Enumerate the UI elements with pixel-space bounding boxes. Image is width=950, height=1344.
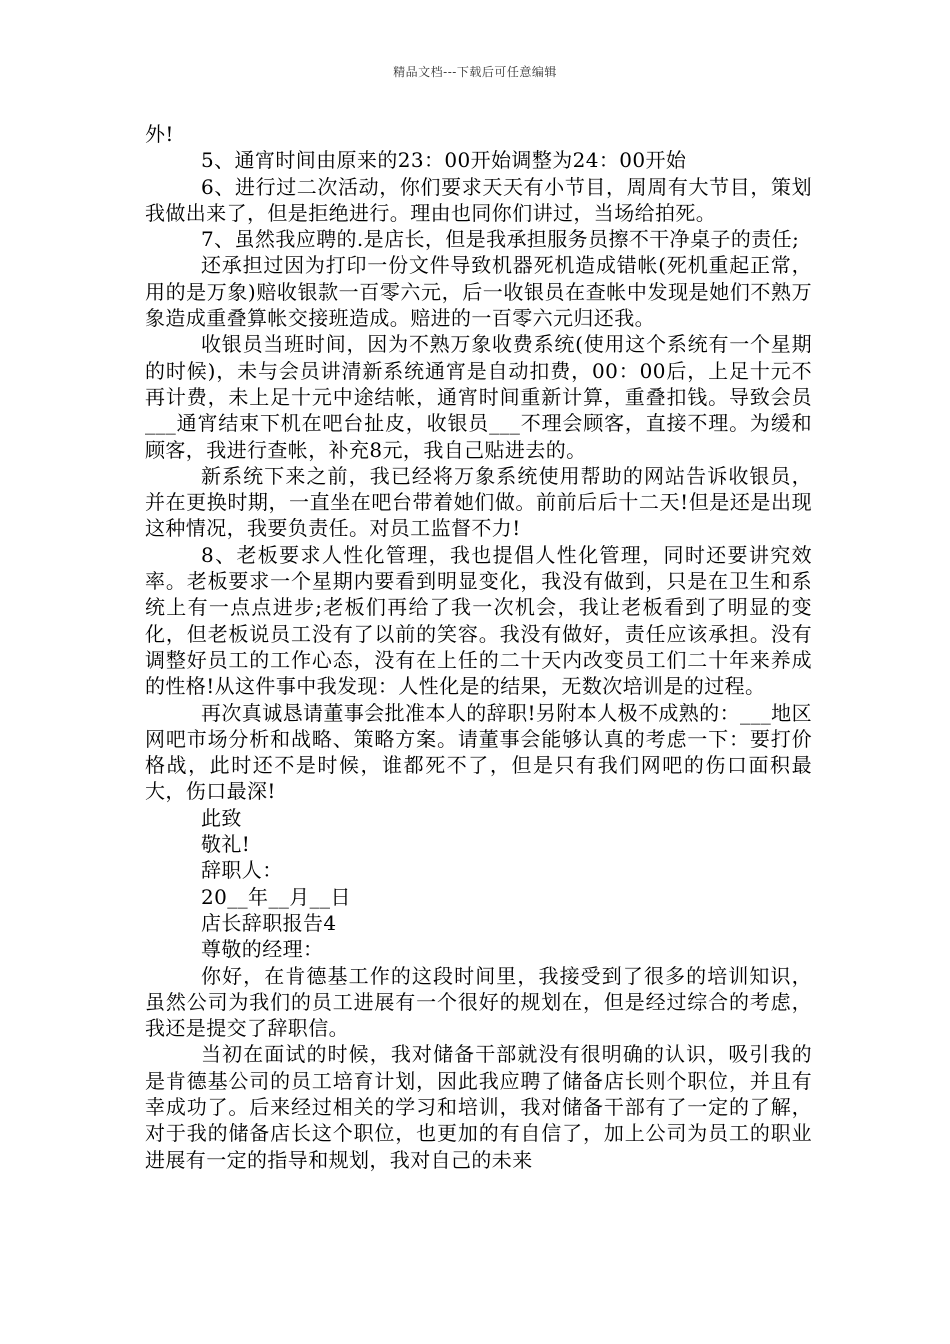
paragraph: 8、老板要求人性化管理，我也提倡人性化管理，同时还要讲究效率。老板要求一个星期内要看到明显变化，我没有做到，只是在卫生和系统上有一点点进步;老板们再给了我一次机会，我让老板看到了明显的变化，但老板说员工没有了以前的笑容。我没有做好，责任应该承担。没有调整好员工的工作心态，没有在上任的二十天内改变员工们二十年来养成的性格!从这件事中我发现：人性化是的结果，无数次培训是的过程。 [145,542,812,699]
closing-salutation: 此致 [201,805,242,830]
page-header: 精品文档---下载后可任意编辑 [393,65,557,79]
date-line: 20__年__月__日 [201,884,351,909]
paragraph: 你好，在肯德基工作的这段时间里，我接受到了很多的培训知识，虽然公司为我们的员工进展有一个很好的规划在，但是经过综合的考虑，我还是提交了辞职信。 [145,963,812,1041]
greeting: 尊敬的经理： [201,937,324,962]
paragraph: 当初在面试的时候，我对储备干部就没有很明确的认识，吸引我的是肯德基公司的员工培育计划，因此我应聘了储备店长则个职位，并且有幸成功了。后来经过相关的学习和培训，我对储备干部有了一定的了解，对于我的储备店长这个职位，也更加的有自信了，加上公司为员工的职业进展有一定的指导和规划，我对自己的未来 [145,1042,812,1172]
section-title: 店长辞职报告4 [201,910,337,935]
paragraph: 7、虽然我应聘的.是店长，但是我承担服务员擦不干净桌子的责任; [201,227,800,252]
signature-label: 辞职人： [201,858,283,883]
document-body [145,121,812,1173]
paragraph: 还承担过因为打印一份文件导致机器死机造成错帐(死机重起正常，用的是万象)赔收银款一百零六元，后一收银员在查帐中发现是她们不熟万象造成重叠算帐交接班造成。赔进的一百零六元归还我。 [145,253,812,331]
paragraph: 5、通宵时间由原来的23：00开始调整为24：00开始 [201,148,687,173]
closing-regards: 敬礼! [201,832,251,857]
paragraph: 外! [145,122,174,146]
paragraph: 新系统下来之前，我已经将万象系统使用帮助的网站告诉收银员，并在更换时期，一直坐在吧台带着她们做。前前后后十二天!但是还是出现这种情况，我要负责任。对员工监督不力! [145,463,812,541]
paragraph: 收银员当班时间，因为不熟万象收费系统(使用这个系统有一个星期的时候)，未与会员讲清新系统通宵是自动扣费，00：00后，上足十元不再计费，未上足十元中途结帐，通宵时间重新计算，重叠扣钱。导致会员___通宵结束下机在吧台扯皮，收银员___不理会顾客，直接不理。为缓和顾客，我进行查帐，补充8元，我自己贴进去的。 [145,332,812,462]
paragraph: 再次真诚恳请董事会批准本人的辞职!另附本人极不成熟的：___地区网吧市场分析和战略、策略方案。请董事会能够认真的考虑一下：要打价格战，此时还不是时候，谁都死不了，但是只有我们网吧的伤口面积最大，伤口最深! [145,700,812,804]
paragraph: 6、进行过二次活动，你们要求天天有小节目，周周有大节目，策划我做出来了，但是拒绝进行。理由也同你们讲过，当场给拍死。 [145,174,812,225]
